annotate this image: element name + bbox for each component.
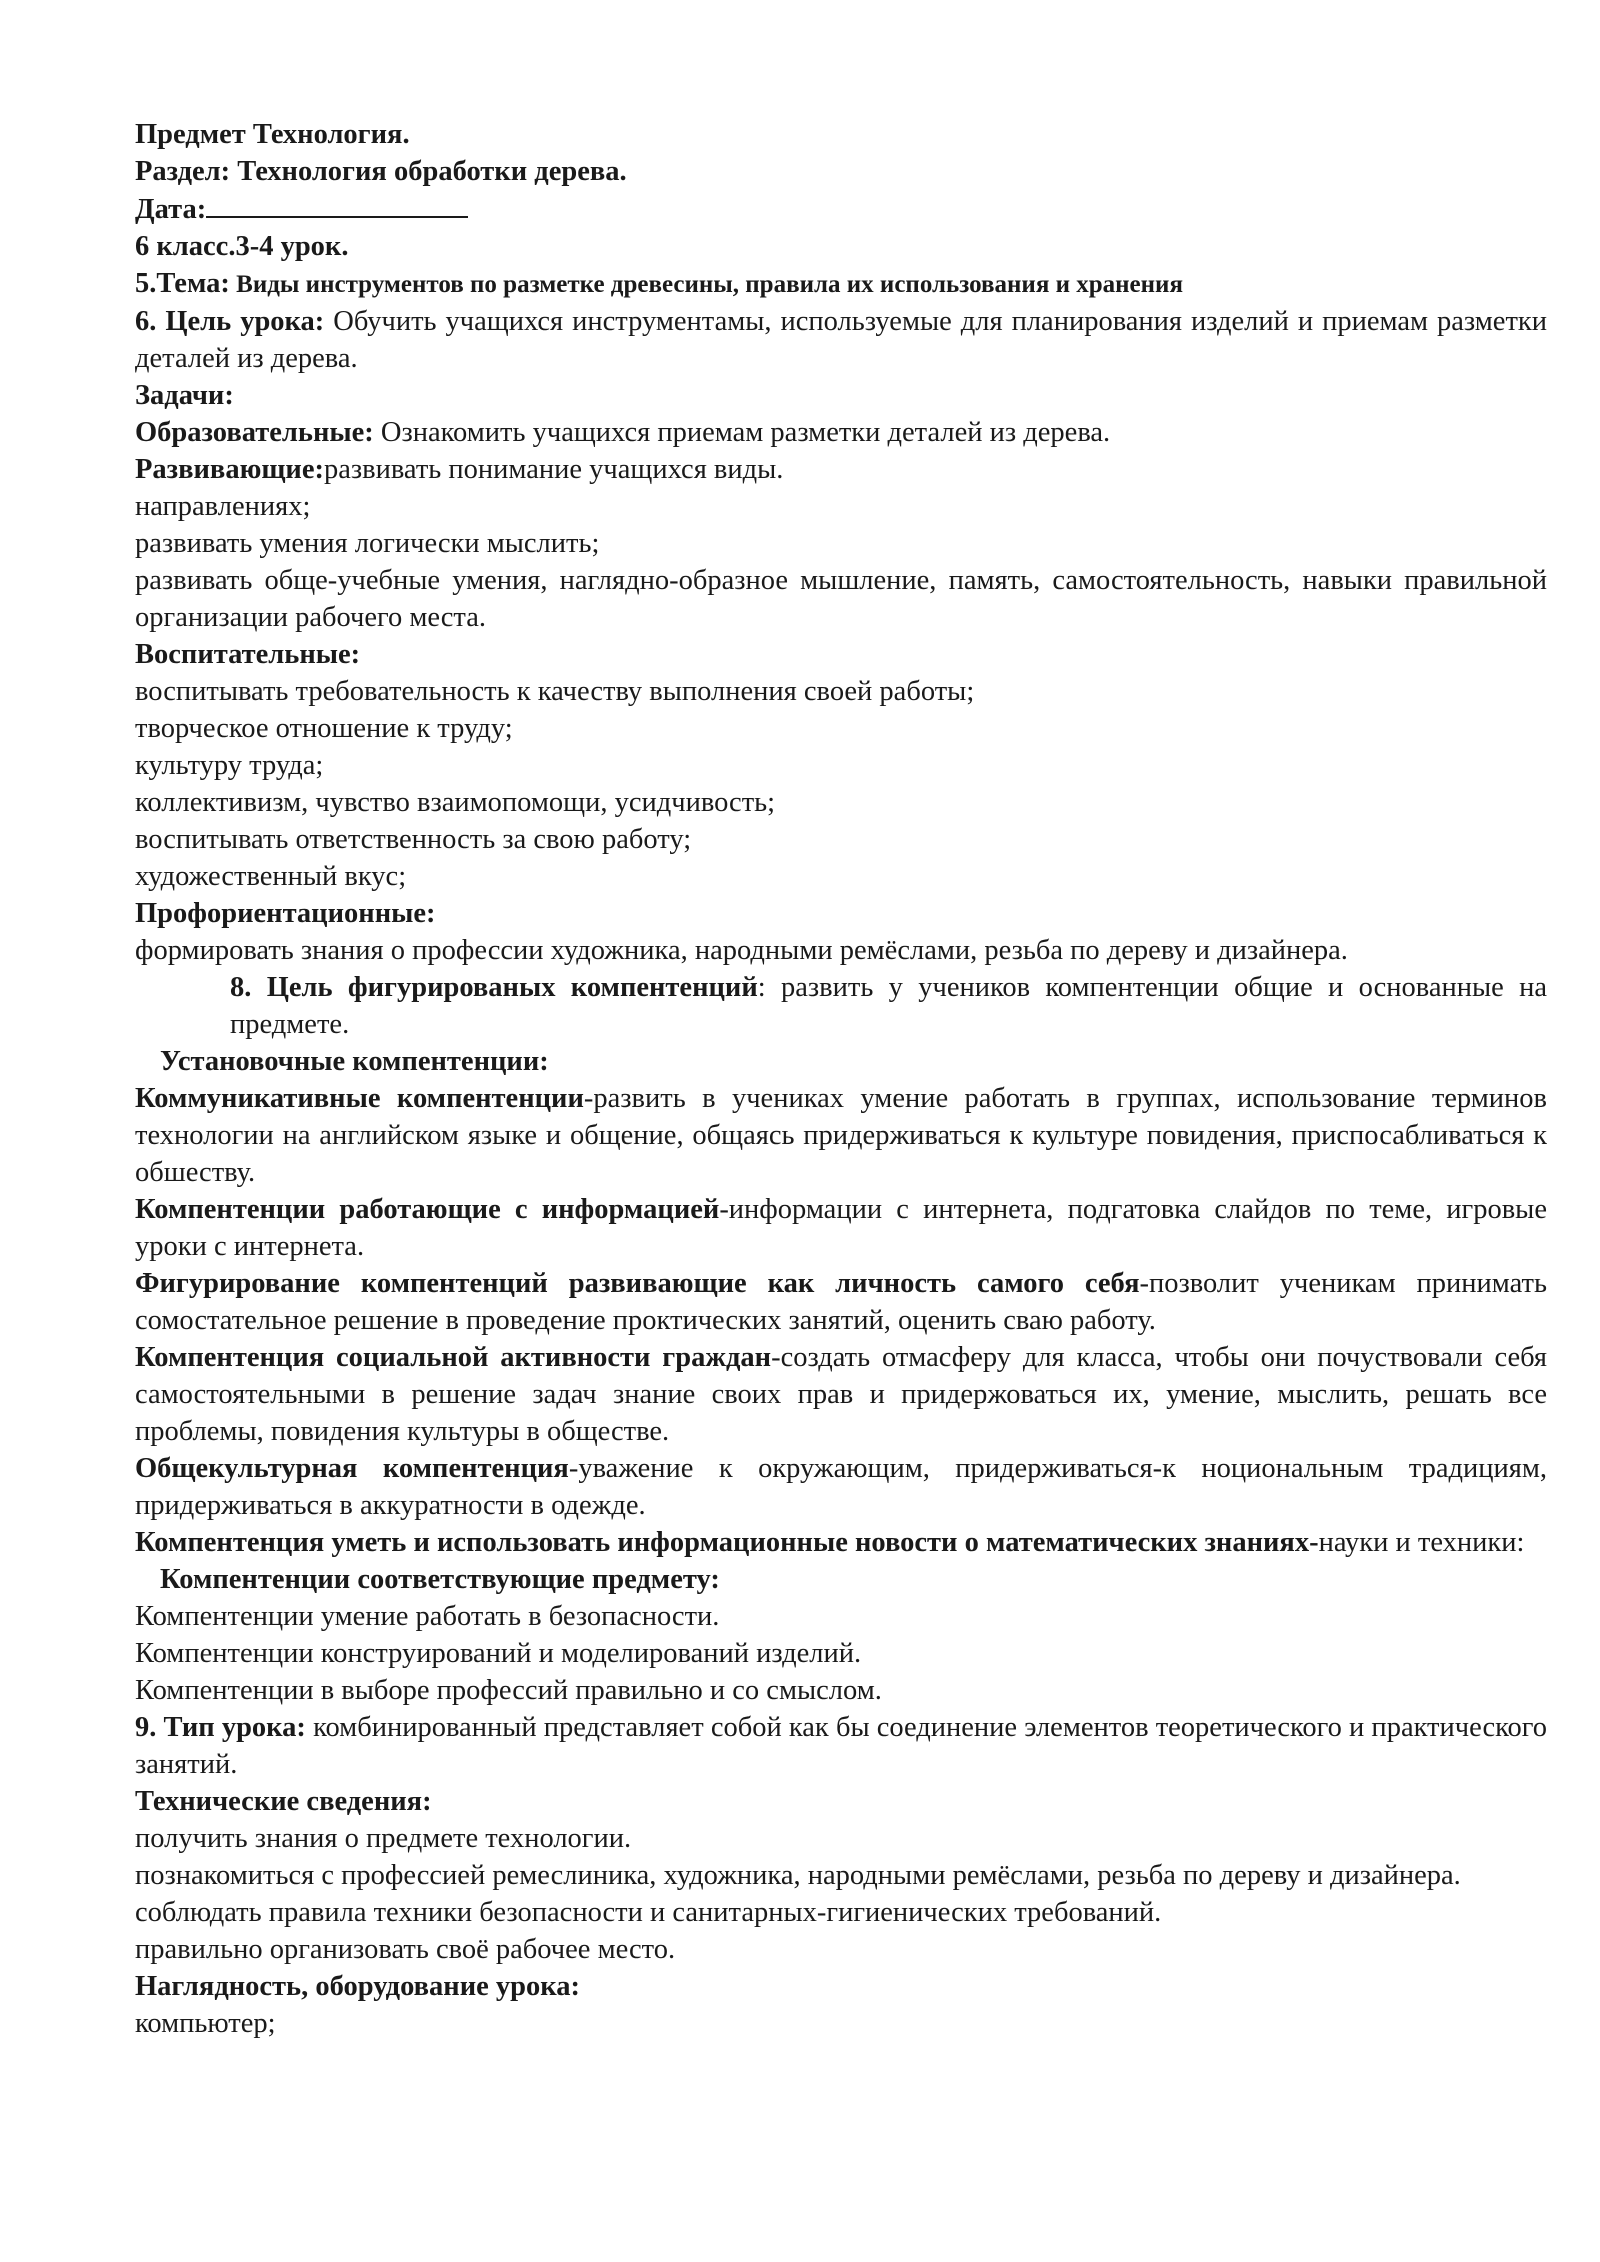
lesson-type [135,1709,1547,1783]
competency-label: Коммуникативные компентенции [135,1083,584,1114]
competency-item [135,1450,1547,1524]
topic-line [135,265,1547,303]
competency-item [135,1339,1547,1450]
upbringing-item: коллективизм, чувство взаимопомощи, усидчивость; [135,787,776,818]
upbringing-item: творческое отношение к труду; [135,713,513,744]
competencies-goal-text: : развить у учеников компентенции общие и основанные на предмете. [230,972,1547,1040]
competency-item [135,1524,1547,1561]
topic-text: Виды инструментов по разметке древесины, правила их использования и хранения [229,271,1183,298]
subject-line: Предмет Технология. [135,119,410,150]
upbringing-item: воспитывать требовательность к качеству выполнения своей работы; [135,676,975,707]
topic-label: 5.Тема: [135,268,230,299]
developing-item: развивать обще-учебные умения, наглядно-образное мышление, память, самостоятельность, навыки правильной организации рабочего места. [135,565,1547,633]
equipment-heading: Наглядность, оборудование урока: [135,1971,580,2002]
competency-text: -развить в учениках умение работать в группах, использование терминов технологии на английском языке и общение, общаясь придерживаться к культуре повидения, приспосабливаться к обшеству. [135,1083,1548,1188]
competency-text: -информации с интернета, подгатовка слайдов по теме, игровые уроки с интернета. [135,1194,1547,1262]
competencies-goal [135,969,1547,1043]
technical-item: получить знания о предмете технологии. [135,1823,632,1854]
competency-label: Фигурирование компентенций развивающие как личность самого себя [135,1268,1140,1299]
lesson-type-text: комбинированный представляет собой как бы соединение элементов теоретического и практического занятий. [135,1712,1547,1780]
competency-label: Компентенция уметь и использовать информационные новости о математических знаниях- [135,1527,1319,1558]
lesson-goal-text: Обучить учащихся инструментамы, используемые для планирования изделий и приемам разметки деталей из дерева. [135,306,1547,374]
subject-competency-item: Компентенции конструирований и моделирований изделий. [135,1638,862,1669]
subject-competency-item: Компентенции умение работать в безопасности. [135,1601,720,1632]
developing-item: развивать умения логически мыслить; [135,528,600,559]
lesson-goal-label: 6. Цель урока: [135,306,325,337]
competency-label: Компентенция социальной активности граждан [135,1342,772,1373]
subject-competencies-heading: Компентенции соответствующие предмету: [160,1564,720,1595]
competency-text: -позволит ученикам принимать сомостательное решение в проведение проктических занятий, оценить сваю работу. [135,1268,1548,1336]
developing-label: Развивающие: [135,454,324,485]
educational-task [135,414,1547,451]
competency-item [135,1191,1547,1265]
educational-label: Образовательные: [135,417,374,448]
date-label: Дата: [135,194,207,225]
subject-competency-item: Компентенции в выборе профессий правильно и со смыслом. [135,1675,882,1706]
competency-text: науки и техники: [1318,1527,1525,1558]
career-heading: Профориентационные: [135,898,436,929]
section-line: Раздел: Технология обработки дерева. [135,156,627,187]
upbringing-item: художественный вкус; [135,861,407,892]
setup-competencies-heading: Установочные компентенции: [160,1046,549,1077]
technical-item: соблюдать правила техники безопасности и санитарных-гигиенических требований. [135,1897,1162,1928]
technical-item: правильно организовать своё рабочее место. [135,1934,676,1965]
document-body [135,116,1547,2042]
upbringing-item: воспитывать ответственность за свою работу; [135,824,692,855]
upbringing-item: культуру труда; [135,750,324,781]
competency-item [135,1080,1547,1191]
career-text: формировать знания о профессии художника, народными ремёслами, резьба по дереву и дизайнера. [135,935,1348,966]
lesson-goal [135,303,1547,377]
competency-text: -уважение к окружающим, придерживаться-к ноциональным традициям, придерживаться в аккуратности в одежде. [135,1453,1548,1521]
competency-label: Общекультурная компентенция [135,1453,569,1484]
equipment-item: компьютер; [135,2008,276,2039]
competency-text: -создать отмасферу для класса, чтобы они почуствовали себя самостоятельными в решение задач знание своих прав и придержоваться их, умение, мыслить, решать все проблемы, повидения культуры в обществе. [135,1342,1547,1447]
technical-item: познакомиться с профессией ремеслиника, художника, народными ремёслами, резьба по дереву и дизайнера. [135,1860,1461,1891]
competency-item [135,1265,1547,1339]
date-blank [206,190,468,218]
developing-task [135,451,1547,488]
class-lesson-line: 6 класс.3-4 урок. [135,231,349,262]
upbringing-heading: Воспитательные: [135,639,361,670]
educational-text: Ознакомить учащихся приемам разметки деталей из дерева. [373,417,1111,448]
competency-label: Компентенции работающие с информацией [135,1194,720,1225]
tasks-heading: Задачи: [135,380,234,411]
technical-heading: Технические сведения: [135,1786,432,1817]
lesson-type-label: 9. Тип урока: [135,1712,306,1743]
competencies-goal-label: 8. Цель фигурированых компентенций [230,972,758,1003]
developing-item: направлениях; [135,491,311,522]
date-line [135,190,1547,228]
developing-text: развивать понимание учащихся виды. [323,454,784,485]
